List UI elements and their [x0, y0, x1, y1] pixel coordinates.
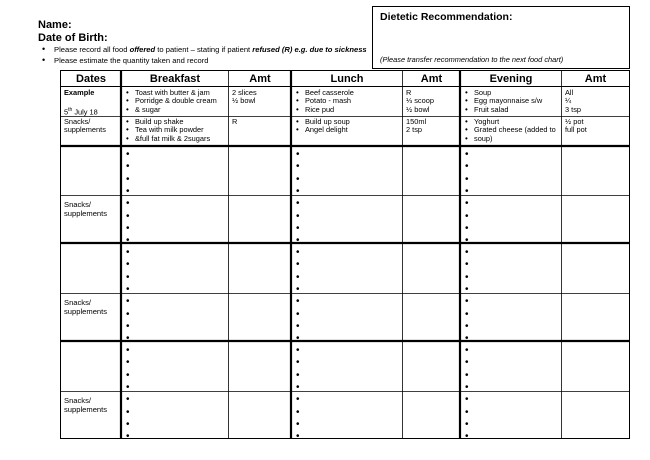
entry-bullet[interactable]: • — [465, 259, 469, 271]
entry-bullet[interactable]: • — [296, 161, 300, 173]
list-item: • soup) — [464, 135, 556, 143]
entry-bullet[interactable]: • — [126, 173, 130, 185]
column-header-lunch-amt: Amt — [420, 73, 443, 85]
example-lunch-snack-amt: 150ml 2 tsp — [406, 117, 427, 135]
entry-bullet[interactable]: • — [126, 222, 130, 234]
list-item: • Beef casserole — [295, 89, 354, 97]
list-item: • Grated cheese (added to — [464, 126, 556, 134]
list-item: • Angel delight — [295, 126, 350, 134]
entry-bullet[interactable]: • — [296, 173, 300, 185]
entry-bullet[interactable]: • — [465, 406, 469, 418]
column-header-dates: Dates — [76, 73, 106, 85]
list-item: • Rice pud — [295, 106, 354, 114]
entry-bullet[interactable]: • — [296, 418, 300, 430]
column-header-breakfast-amt: Amt — [249, 73, 271, 85]
entry-bullet[interactable]: • — [296, 333, 300, 345]
entry-bullet[interactable]: • — [465, 418, 469, 430]
entry-bullet[interactable]: • — [126, 333, 130, 345]
entry-bullet[interactable]: • — [296, 235, 300, 247]
entry-bullet[interactable]: • — [126, 235, 130, 247]
entry-bullet[interactable]: • — [465, 161, 469, 173]
entry-bullet[interactable]: • — [126, 283, 130, 295]
entry-bullet[interactable]: • — [465, 271, 469, 283]
list-item: • Build up shake — [125, 118, 210, 126]
entry-bullet[interactable]: • — [465, 247, 469, 258]
entry-bullet[interactable]: • — [296, 345, 300, 356]
entry-bullet[interactable]: • — [126, 259, 130, 271]
entry-bullet[interactable]: • — [296, 271, 300, 283]
entry-bullet[interactable]: • — [296, 198, 300, 210]
entry-bullet[interactable]: • — [465, 235, 469, 247]
entry-bullet[interactable]: • — [126, 198, 130, 210]
entry-bullet[interactable]: • — [296, 247, 300, 258]
snacks-label: Snacks/ supplements — [64, 200, 108, 218]
entry-bullet[interactable]: • — [126, 431, 130, 443]
example-evening-snack-amt: ½ pot full pot — [565, 117, 587, 135]
list-item: • Build up soup — [295, 118, 350, 126]
entry-bullet[interactable]: • — [296, 210, 300, 222]
snacks-label: Snacks/ supplements — [64, 396, 108, 414]
entry-bullet[interactable]: • — [296, 406, 300, 418]
snacks-label: Snacks/ supplements — [64, 298, 108, 316]
entry-bullet[interactable]: • — [126, 369, 130, 381]
list-item: • Tea with milk powder — [125, 126, 210, 134]
entry-bullet[interactable]: • — [465, 185, 469, 197]
example-lunch-amt: R ⅓ scoop ½ bowl — [406, 88, 434, 114]
column-header-lunch: Lunch — [330, 73, 364, 85]
list-item: • Toast with butter & jam — [125, 89, 217, 97]
list-item: • Potato - mash — [295, 97, 354, 105]
entry-bullet[interactable]: • — [465, 173, 469, 185]
entry-bullet[interactable]: • — [465, 320, 469, 332]
entry-bullet[interactable]: • — [296, 320, 300, 332]
entry-bullet[interactable]: • — [296, 185, 300, 197]
example-lunch-list — [295, 89, 354, 114]
entry-bullet[interactable]: • — [126, 381, 130, 393]
entry-bullet[interactable]: • — [296, 381, 300, 393]
entry-bullet[interactable]: • — [296, 308, 300, 320]
entry-bullet[interactable]: • — [465, 308, 469, 320]
dietetic-recommendation-note: (Please transfer recommendation to the next food chart) — [380, 55, 564, 64]
patient-name-label: Name: — [38, 19, 72, 31]
example-lunch-snack-list — [295, 118, 350, 135]
entry-bullet[interactable]: • — [126, 271, 130, 283]
example-label: Example — [64, 88, 95, 97]
entry-bullet[interactable]: • — [126, 308, 130, 320]
entry-bullet[interactable]: • — [296, 394, 300, 406]
entry-bullet[interactable]: • — [465, 149, 469, 160]
entry-bullet[interactable]: • — [465, 357, 469, 369]
column-header-breakfast: Breakfast — [149, 73, 201, 85]
example-date: 5th July 18 — [64, 107, 98, 117]
list-item: • Fruit salad — [464, 106, 542, 114]
entry-bullet[interactable]: • — [296, 296, 300, 308]
dietetic-recommendation-title: Dietetic Recommendation: — [380, 11, 513, 23]
example-breakfast-snack-amt: R — [232, 117, 238, 126]
entry-bullet[interactable]: • — [126, 320, 130, 332]
entry-bullet[interactable]: • — [465, 431, 469, 443]
example-evening-amt: All ¼ 3 tsp — [565, 88, 582, 114]
instruction-item: • Please record all food offered to patient – stating if patient refused (R) e.g. due to sickness — [40, 44, 367, 55]
entry-bullet[interactable]: • — [126, 394, 130, 406]
entry-bullet[interactable]: • — [126, 296, 130, 308]
entry-bullet[interactable]: • — [126, 357, 130, 369]
entry-bullet[interactable]: • — [465, 381, 469, 393]
entry-bullet[interactable]: • — [126, 149, 130, 160]
entry-bullet[interactable]: • — [126, 210, 130, 222]
entry-bullet[interactable]: • — [465, 210, 469, 222]
entry-bullet[interactable]: • — [126, 185, 130, 197]
example-breakfast-amt: 2 slices ½ bowl — [232, 88, 257, 106]
entry-bullet[interactable]: • — [296, 149, 300, 160]
entry-bullet[interactable]: • — [126, 418, 130, 430]
list-item: • Soup — [464, 89, 542, 97]
entry-bullet[interactable]: • — [126, 247, 130, 258]
entry-bullet[interactable]: • — [465, 333, 469, 345]
entry-bullet[interactable]: • — [465, 198, 469, 210]
column-header-evening: Evening — [489, 73, 533, 85]
entry-bullet[interactable]: • — [465, 296, 469, 308]
column-header-evening-amt: Amt — [584, 73, 607, 85]
list-item: • & sugar — [125, 106, 217, 114]
example-snacks-label: Snacks/ supplements — [64, 117, 106, 135]
entry-bullet[interactable]: • — [465, 394, 469, 406]
list-item: • &full fat milk & 2sugars — [125, 135, 210, 143]
entry-bullet[interactable]: • — [296, 222, 300, 234]
entry-bullet[interactable]: • — [465, 222, 469, 234]
list-item: • Yoghurt — [464, 118, 556, 126]
entry-bullet[interactable]: • — [296, 369, 300, 381]
entry-bullet[interactable]: • — [126, 406, 130, 418]
entry-bullet[interactable]: • — [126, 345, 130, 356]
entry-bullet[interactable]: • — [126, 161, 130, 173]
entry-bullet[interactable]: • — [465, 369, 469, 381]
list-item: • Egg mayonnaise s/w — [464, 97, 542, 105]
example-evening-list — [464, 89, 542, 114]
entry-bullet[interactable]: • — [465, 283, 469, 295]
entry-bullet[interactable]: • — [296, 283, 300, 295]
entry-bullet[interactable]: • — [465, 345, 469, 356]
entry-bullet[interactable]: • — [296, 357, 300, 369]
entry-bullet[interactable]: • — [296, 431, 300, 443]
date-of-birth-label: Date of Birth: — [38, 32, 108, 44]
example-breakfast-snack-list — [125, 118, 210, 143]
example-evening-snack-list — [464, 118, 556, 143]
example-breakfast-list — [125, 89, 217, 114]
entry-bullet[interactable]: • — [296, 259, 300, 271]
list-item: • Porridge & double cream — [125, 97, 217, 105]
instruction-item: • Please estimate the quantity taken and record — [40, 55, 367, 66]
